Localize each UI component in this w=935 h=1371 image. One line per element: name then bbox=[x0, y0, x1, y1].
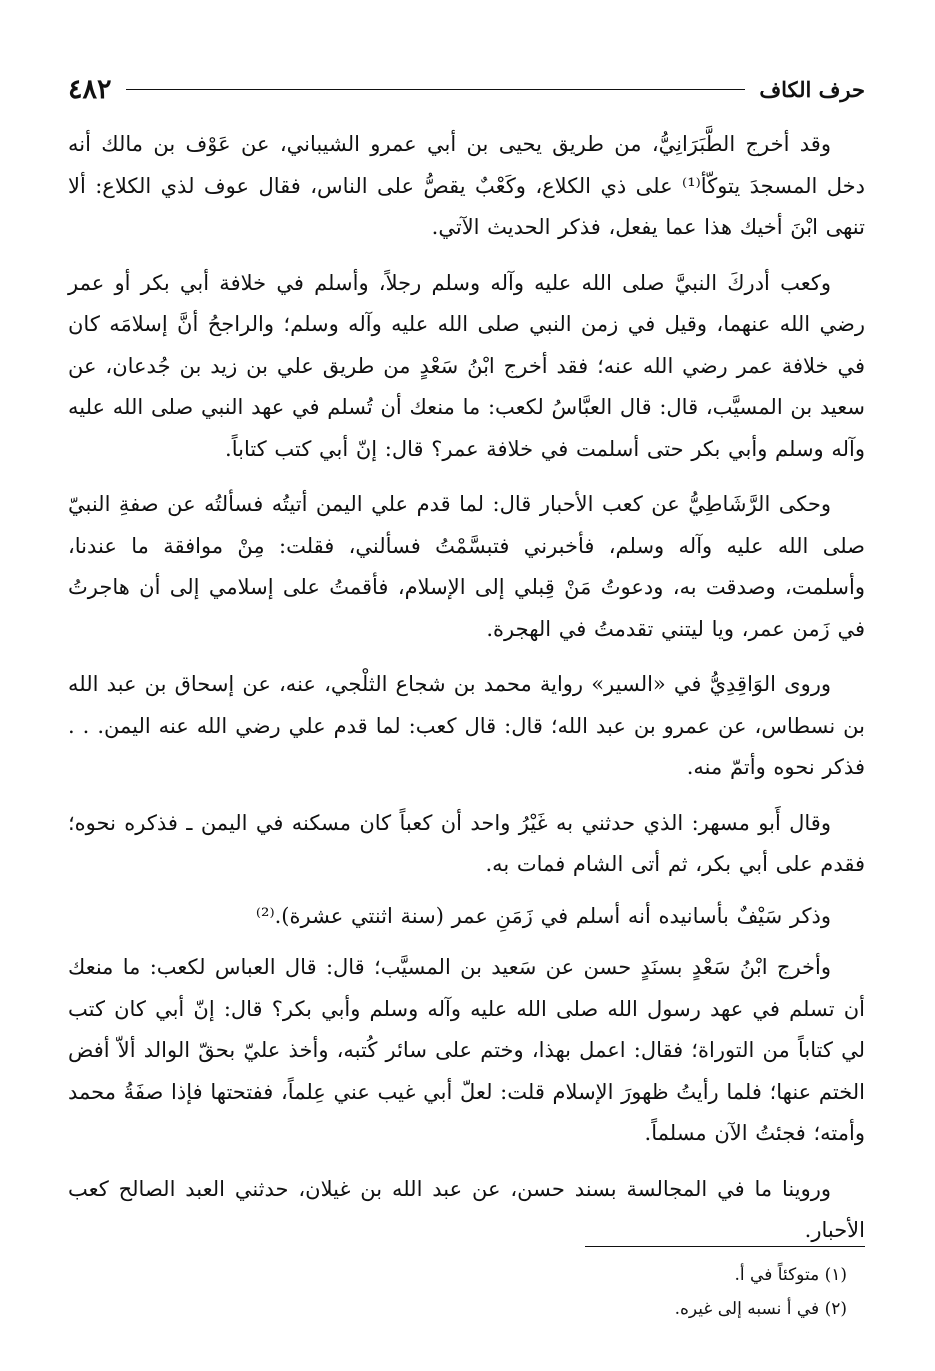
page-header bbox=[68, 72, 865, 106]
footnote-2: (٢) في أ نسبه إلى غيره. bbox=[674, 1299, 847, 1319]
page-number: ٤٨٢ bbox=[68, 73, 112, 105]
footnote-rule bbox=[585, 1246, 865, 1247]
paragraph-abu-mushir: وقال أَبو مسهر: الذي حدثني به غَيْرُ واحد أن كعباً كان مسكنه في اليمن ـ فذكره نحوه؛ فقدم على أبي بكر، ثم أتى الشام فمات به. bbox=[68, 810, 865, 876]
footnote-1: (١) متوكئاً في أ. bbox=[734, 1265, 847, 1285]
paragraph-rashati: وحكى الرَّشَاطِيُّ عن كعب الأحبار قال: لما قدم علي اليمن أتيتُه فسألتُه عن صفةِ النبيّ صلى الله عليه وآله وسلم، فأخبرني فتبسَّمْتُ فسألني، فقلت: مِنْ موافقة ما عندنا، وأسلمت، وصدقت به، ودعوتُ مَنْ قِبلي إلى الإسلام، فأقمتُ على إسلامي إلى أن هاجرتُ في زَمن عمر، ويا ليتني تقدمتُ في الهجرة. bbox=[68, 492, 865, 641]
paragraph-ibn-sad: وأخرج ابْنُ سَعْدٍ بسنَدٍ حسن عن سَعيد بن المسيَّب؛ قال: قال العباس لكعب: ما منعك أن تسلم في عهد رسول الله صلى الله عليه وآله وسلم وأبي بكر؟ قال: إنّ أبي كان كتب لي كتاباً من التوراة؛ فقال: اعمل بهذا، وختم على سائر كُتبه، وأخذ عليّ بحقّ الوالد ألاّ أفض الختم عنها؛ فلما رأيتُ ظهورَ الإسلام قلت: لعلّ أبي غيب عني عِلماً، ففتحتها فإذا صفَةُ محمد وأمته؛ فجئتُ الآن مسلماً. bbox=[68, 955, 865, 1145]
paragraph-mujalasa: وروينا ما في المجالسة بسند حسن، عن عبد الله بن غيلان، حدثني العبد الصالح كعب الأحبار. bbox=[68, 1176, 865, 1242]
running-title: حرف الكاف bbox=[759, 76, 865, 102]
paragraph-waqidi: وروى الوَاقِدِيُّ في «السير» رواية محمد بن شجاع الثلْجي، عنه، عن إسحاق بن عبد الله بن نسطاس، عن عمرو بن عبد الله؛ قال: قال كعب: لما قدم علي رضي الله عنه اليمن. . . فذكر نحوه وأتمّ منه. bbox=[68, 672, 865, 779]
paragraph-islam-date: وكعب أدركَ النبيَّ صلى الله عليه وآله وسلم رجلاً، وأسلم في خلافة أبي بكر أو عمر رضي الله عنهما، وقيل في زمن النبي صلى الله عليه وآله وسلم؛ والراجحُ أنَّ إسلامَه كان في خلافة عمر رضي الله عنه؛ فقد أخرج ابْنُ سَعْدٍ من طريق علي بن زيد بن جُدعان، عن سعيد بن المسيَّب، قال: قال العبَّاسُ لكعب: ما منعك أن تُسلم في عهد النبي صلى الله عليه وآله وسلم وأبي بكر حتى أسلمت في خلافة عمر؟ قال: إنّ أبي كتب كتاباً. bbox=[68, 270, 865, 461]
main-text bbox=[68, 124, 865, 1266]
paragraph-tabarani: وقد أخرج الطَّبَرَانِيُّ، من طريق يحيى بن أبي عمرو الشيباني، عن عَوْف بن مالك أنه دخل المسجدَ يتوكّأ⁽¹⁾ على ذي الكلاع، وكَعْبٌ يقصُّ على الناس، فقال عوف لذي الكلاع: ألا تنهى ابْنَ أخيك هذا عما يفعل، فذكر الحديث الآتي. bbox=[68, 132, 865, 239]
header-rule bbox=[126, 89, 746, 90]
footnotes bbox=[68, 1258, 847, 1326]
paragraph-sayf: وذكر سَيْفٌ بأسانيده أنه أسلم في زَمَنِ عمر (سنة اثنتي عشرة).⁽²⁾ bbox=[255, 903, 831, 928]
